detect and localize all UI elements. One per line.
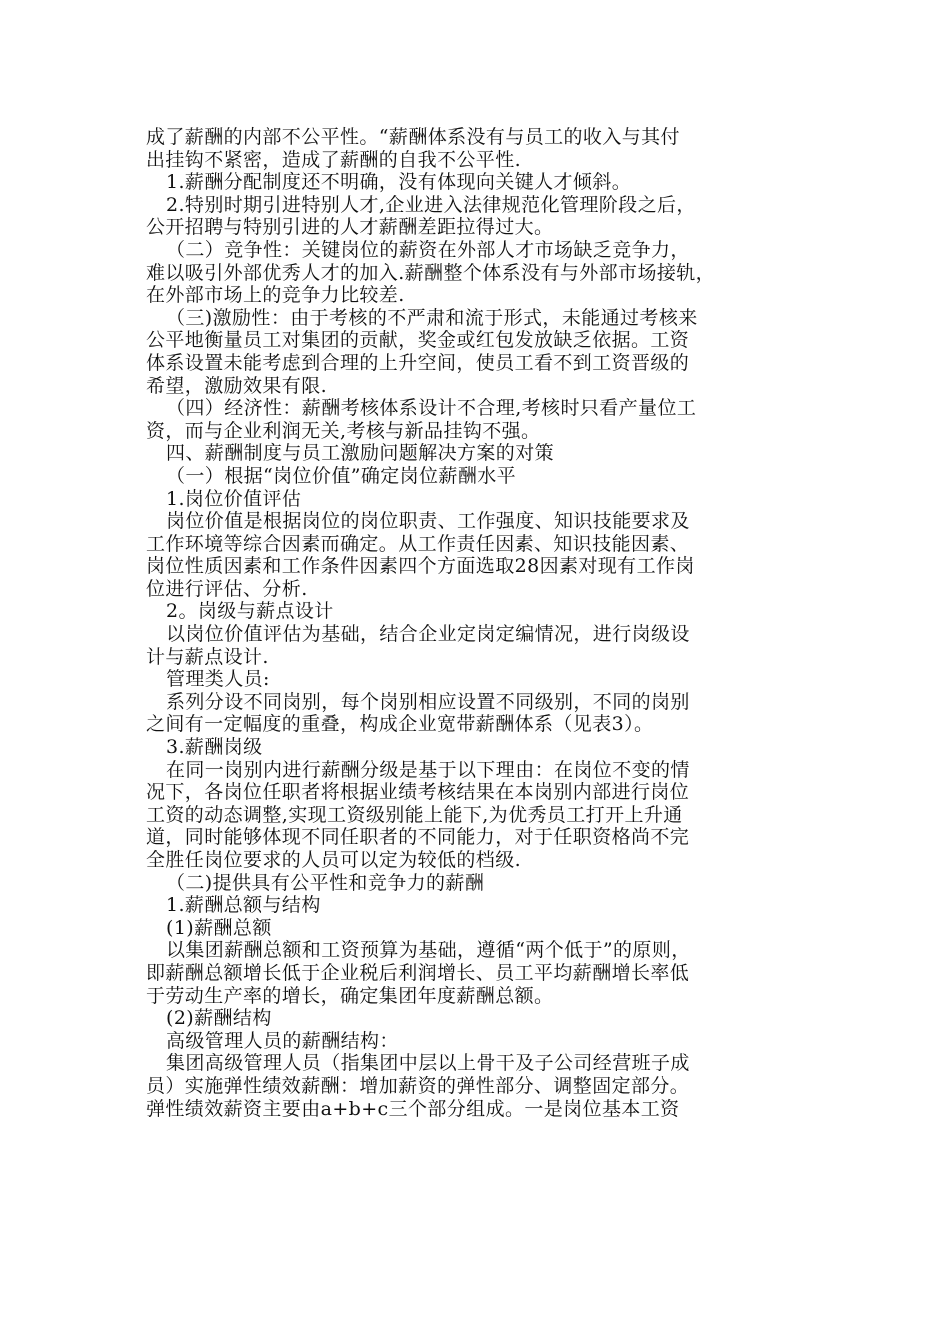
paragraph-line: 计与薪点设计. [146,645,269,668]
subsection-heading: 1.薪酬总额与结构 [166,894,321,917]
paragraph-line: 以岗位价值评估为基础，结合企业定岗定编情况，进行岗级设 [166,623,690,646]
paragraph-line: 公平地衡量员工对集团的贡献，奖金或红包发放缺乏依据。工资 [146,329,690,352]
paragraph-line: 岗位价值是根据岗位的岗位职责、工作强度、知识技能要求及 [166,510,690,533]
paragraph-line: 希望，激励效果有限. [146,374,328,397]
paragraph-line: 全胜任岗位要求的人员可以定为较低的档级. [146,849,522,871]
subsection-heading: （一）根据“岗位价值”确定岗位薪酬水平 [166,464,517,487]
paragraph-line: 管理类人员: [166,668,270,691]
paragraph-line: 道，同时能够体现不同任职者的不同能力，对于任职资格尚不完 [146,826,690,849]
section-heading: （四）经济性：薪酬考核体系设计不合理,考核时只看产量位工 [166,397,697,420]
paragraph-line: 集团高级管理人员（指集团中层以上骨干及子公司经营班子成 [166,1052,690,1075]
paragraph-line: 出挂钩不紧密，造成了薪酬的自我不公平性. [146,148,522,171]
subsection-heading: 1.岗位价值评估 [166,487,302,510]
subsection-heading: (1)薪酬总额 [166,916,272,939]
paragraph-line: 位进行评估、分析. [146,577,308,600]
paragraph-line: 以集团薪酬总额和工资预算为基础，遵循“两个低于”的原则， [166,939,691,962]
subsection-heading: 2。岗级与薪点设计 [166,600,334,623]
paragraph-line: 高级管理人员的薪酬结构： [166,1029,399,1052]
paragraph-line: 工作环境等综合因素而确定。从工作责任因素、知识技能因素、 [146,532,690,555]
paragraph-line: 员）实施弹性绩效薪酬：增加薪资的弹性部分、调整固定部分。 [146,1074,690,1097]
subsection-heading: 3.薪酬岗级 [166,736,263,759]
paragraph-line: 公开招聘与特别引进的人才薪酬差距拉得过大。 [146,216,554,239]
paragraph-line: 难以吸引外部优秀人才的加入.薪酬整个体系没有与外部市场接轨， [146,261,716,284]
section-heading: （二）竞争性：关键岗位的薪资在外部人才市场缺乏竞争力， [166,238,690,261]
paragraph-line: 于劳动生产率的增长，确定集团年度薪酬总额。 [146,984,554,1007]
paragraph-line: 2.特别时期引进特别人才,企业进入法律规范化管理阶段之后， [166,193,696,216]
subsection-heading: （二)提供具有公平性和竞争力的薪酬 [166,871,485,894]
paragraph-line: 况下，各岗位任职者将根据业绩考核结果在本岗别内部进行岗位 [146,781,690,804]
paragraph-line: 资，而与企业利润无关,考核与新品挂钩不强。 [146,419,541,442]
paragraph-line: 之间有一定幅度的重叠，构成企业宽带薪酬体系（见表3）。 [146,713,654,736]
document-page [146,126,806,1120]
paragraph-line: 成了薪酬的内部不公平性。“薪酬体系没有与员工的收入与其付 [146,126,680,148]
paragraph-line: 体系设置未能考虑到合理的上升空间，使员工看不到工资晋级的 [146,351,690,374]
paragraph-line: 在同一岗别内进行薪酬分级是基于以下理由：在岗位不变的情 [166,758,690,781]
paragraph-line: 系列分设不同岗别，每个岗别相应设置不同级别，不同的岗别 [166,690,690,713]
paragraph-line: 岗位性质因素和工作条件因素四个方面选取28因素对现有工作岗 [146,555,695,578]
paragraph-line: 弹性绩效薪资主要由a+b+c三个部分组成。一是岗位基本工资 [146,1097,680,1120]
section-heading: （三)激励性：由于考核的不严肃和流于形式，未能通过考核来 [166,306,698,329]
section-heading: 四、薪酬制度与员工激励问题解决方案的对策 [166,442,555,465]
paragraph-line: 即薪酬总额增长低于企业税后利润增长、员工平均薪酬增长率低 [146,961,690,984]
subsection-heading: (2)薪酬结构 [166,1007,272,1030]
paragraph-line: 1.薪酬分配制度还不明确，没有体现向关键人才倾斜。 [166,171,632,194]
paragraph-line: 工资的动态调整,实现工资级别能上能下,为优秀员工打开上升通 [146,803,683,826]
paragraph-line: 在外部市场上的竞争力比较差. [146,284,405,307]
